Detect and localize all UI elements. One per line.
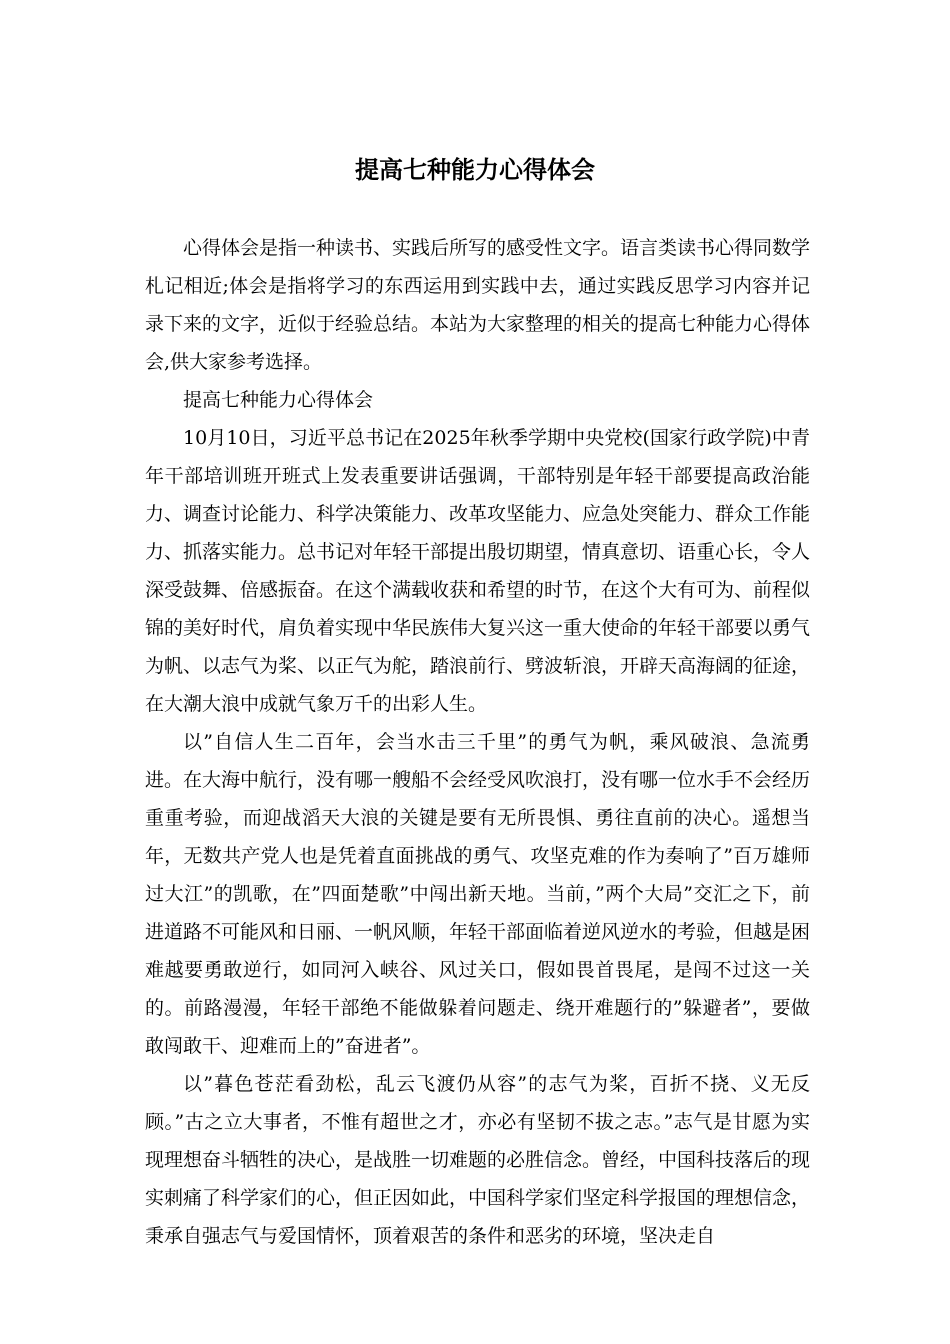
body-paragraph: 以”暮色苍茫看劲松，乱云飞渡仍从容”的志气为桨，百折不挠、义无反顾。”古之立大事者，不惟有超世之才，亦必有坚韧不拔之志。”志气是甘愿为实现理想奋斗牺牲的决心，是战胜一切难题的必胜信念。曾经，中国科技落后的现实刺痛了科学家们的心，但正因如此，中国科学家们坚定科学报国的理想信念，秉承自强志气与爱国情怀，顶着艰苦的条件和恶劣的环境，坚决走自 — [145, 1073, 811, 1247]
document-title: 提高七种能力心得体会 — [355, 155, 595, 184]
intro-paragraph: 心得体会是指一种读书、实践后所写的感受性文字。语言类读书心得同数学札记相近;体会是指将学习的东西运用到实践中去，通过实践反思学习内容并记录下来的文字，近似于经验总结。本站为大家整理的相关的提高七种能力心得体会,供大家参考选择。 — [145, 237, 811, 373]
section-heading: 提高七种能力心得体会 — [183, 389, 374, 411]
body-paragraph: 以”自信人生二百年，会当水击三千里”的勇气为帆，乘风破浪、急流勇进。在大海中航行，没有哪一艘船不会经受风吹浪打，没有哪一位水手不会经历重重考验，而迎战滔天大浪的关键是要有无所畏惧、勇往直前的决心。遥想当年，无数共产党人也是凭着直面挑战的勇气、攻坚克难的作为奏响了”百万雄师过大江”的凯歌，在”四面楚歌”中闯出新天地。当前，”两个大局”交汇之下，前进道路不可能风和日丽、一帆风顺，年轻干部面临着逆风逆水的考验，但越是困难越要勇敢逆行，如同河入峡谷、风过关口，假如畏首畏尾，是闯不过这一关的。前路漫漫，年轻干部绝不能做躲着问题走、绕开难题行的”躲避者”，要做敢闯敢干、迎难而上的”奋进者”。 — [145, 731, 811, 1057]
document-body — [145, 229, 810, 1255]
body-paragraph: 10月10日，习近平总书记在2025年秋季学期中央党校(国家行政学院)中青年干部培训班开班式上发表重要讲话强调，干部特别是年轻干部要提高政治能力、调查讨论能力、科学决策能力、改革攻坚能力、应急处突能力、群众工作能力、抓落实能力。总书记对年轻干部提出殷切期望，情真意切、语重心长，令人深受鼓舞、倍感振奋。在这个满载收获和希望的时节，在这个大有可为、前程似锦的美好时代，肩负着实现中华民族伟大复兴这一重大使命的年轻干部要以勇气为帆、以志气为桨、以正气为舵，踏浪前行、劈波斩浪，开辟天高海阔的征途，在大潮大浪中成就气象万千的出彩人生。 — [145, 427, 811, 715]
